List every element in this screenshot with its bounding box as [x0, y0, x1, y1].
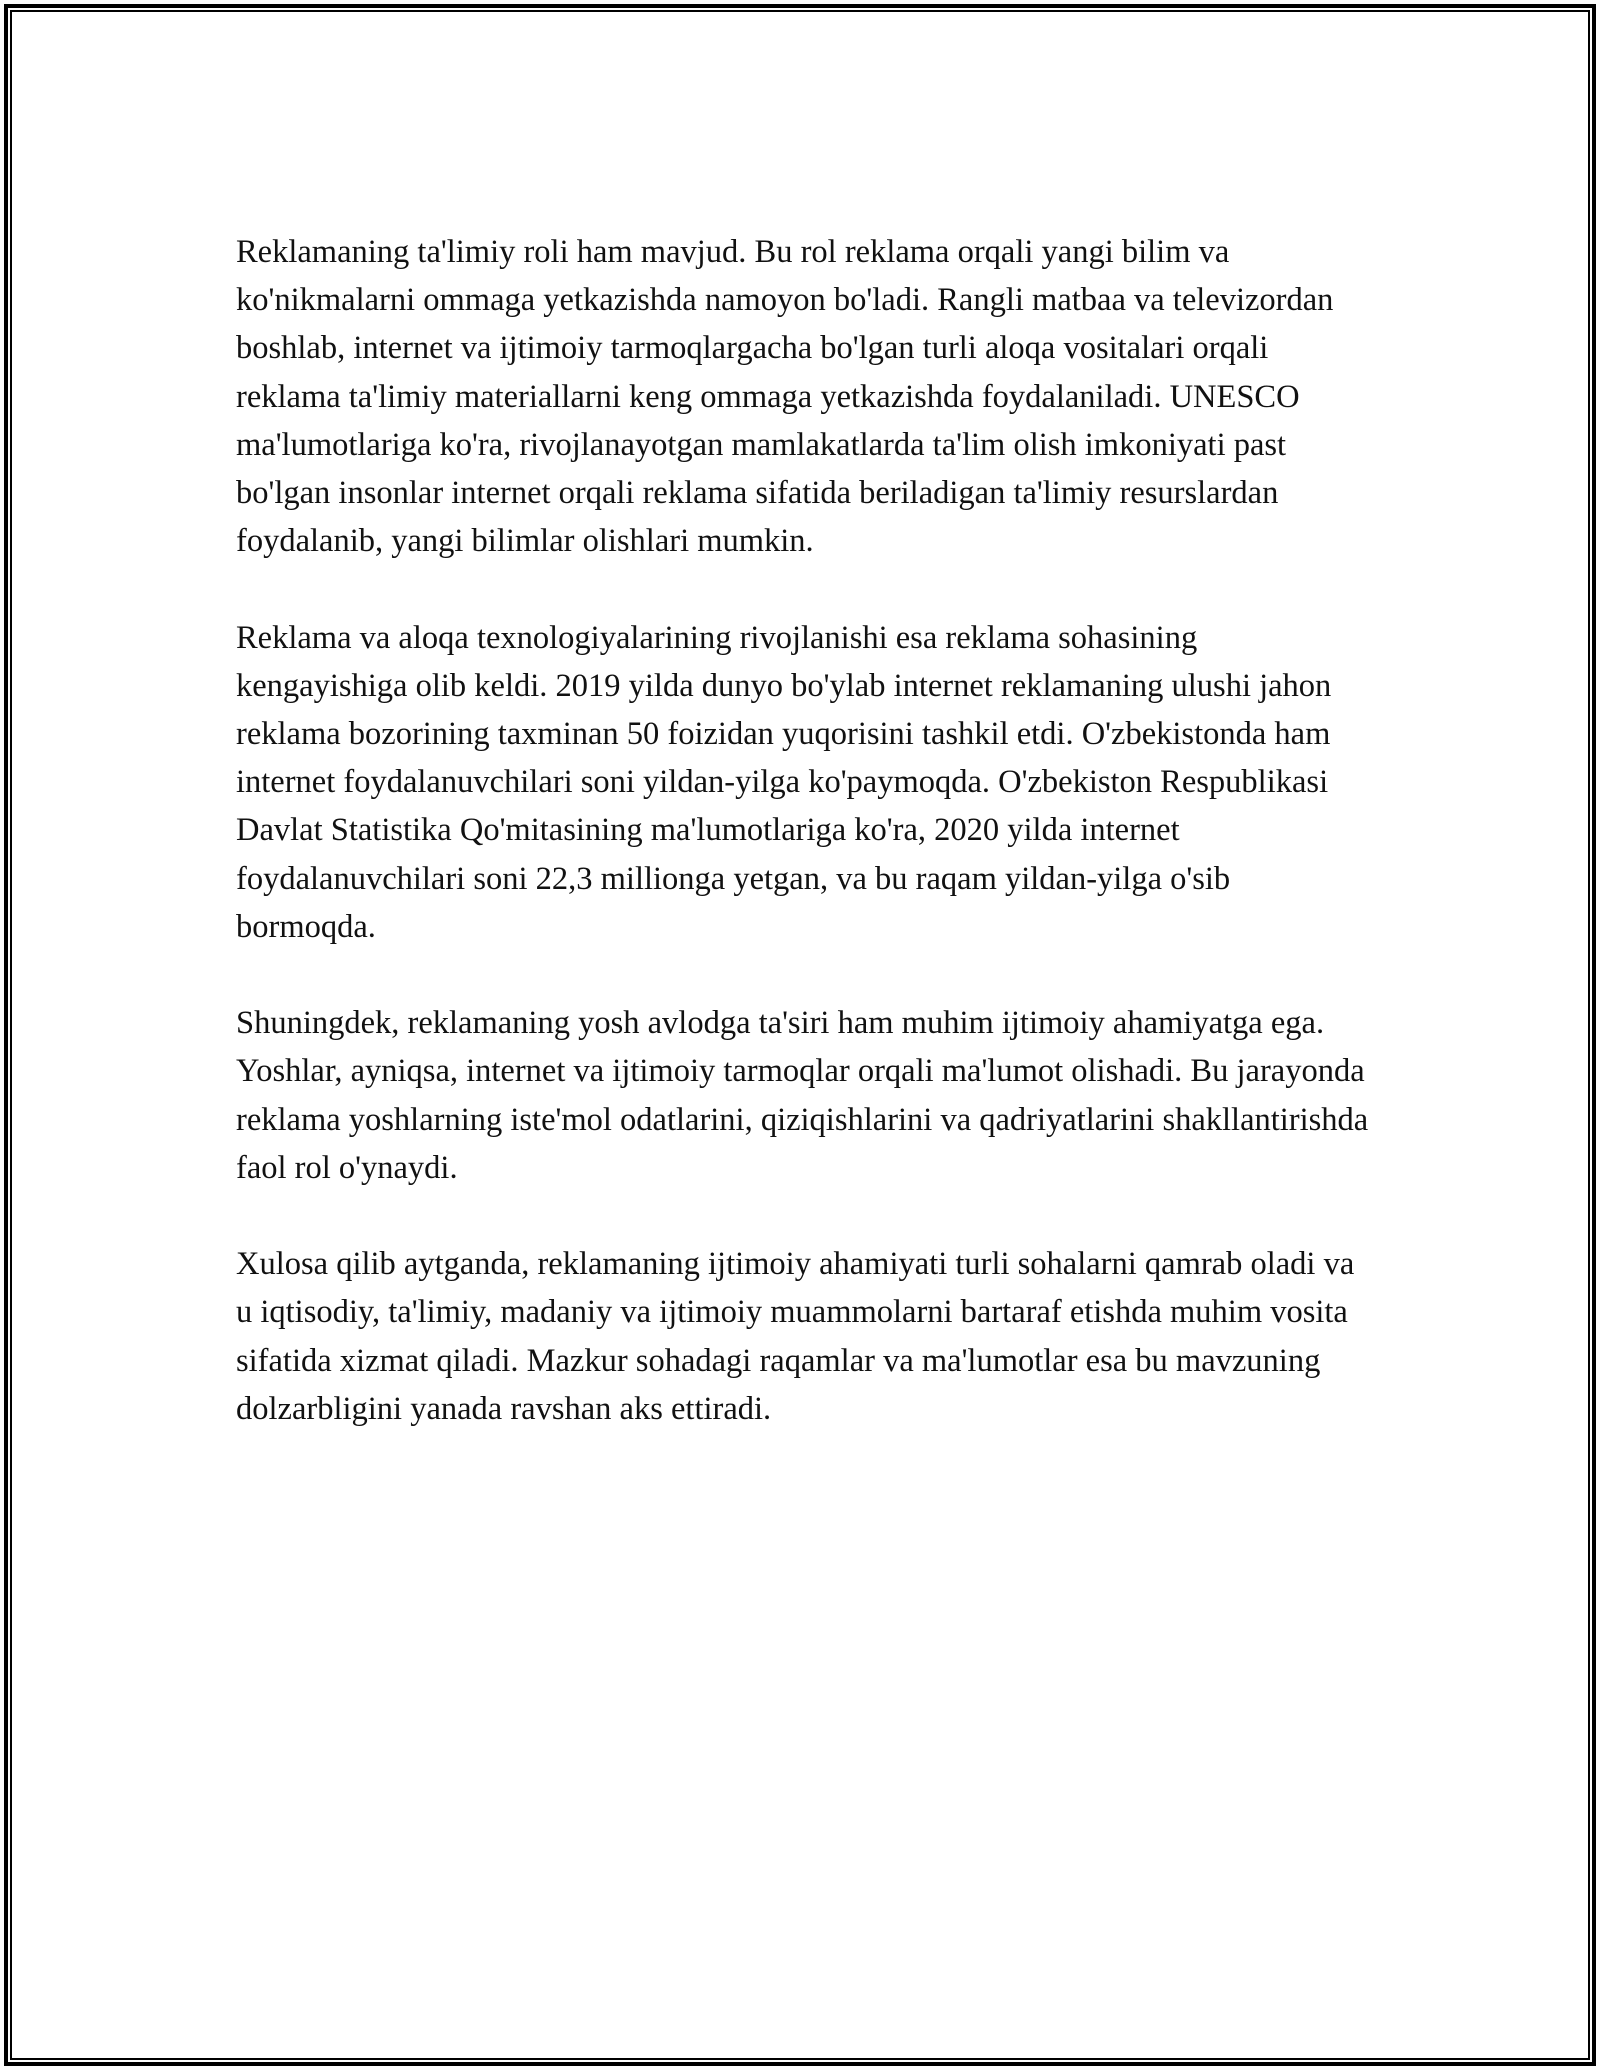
paragraph-technology-growth: Reklama va aloqa texnologiyalarining rivojlanishi esa reklama sohasining kengayishiga olib keldi. 2019 yilda dunyo bo'ylab internet reklamaning ulushi jahon reklama bozorining taxminan 50 foizidan yuqorisini tashkil etdi. O'zbekistonda ham internet foydalanuvchilari soni yildan-yilga ko'paymoqda. O'zbekiston Respublikasi Davlat Statistika Qo'mitasining ma'lumotlariga ko'ra, 2020 yilda internet foydalanuvchilari soni 22,3 millionga yetgan, va bu raqam yildan-yilga o'sib bormoqda. — [236, 619, 1332, 945]
document-body — [236, 228, 1376, 1481]
paragraph-youth-influence: Shuningdek, reklamaning yosh avlodga ta'siri ham muhim ijtimoiy ahamiyatga ega. Yoshlar, ayniqsa, internet va ijtimoiy tarmoqlar orqali ma'lumot olishadi. Bu jarayonda reklama yoshlarning iste'mol odatlarini, qiziqishlarini va qadriyatlarini shakllantirishda faol rol o'ynaydi. — [236, 1005, 1369, 1186]
paragraph-conclusion: Xulosa qilib aytganda, reklamaning ijtimoiy ahamiyati turli sohalarni qamrab oladi va u iqtisodiy, ta'limiy, madaniy va ijtimoiy muammolarni bartaraf etishda muhim vosita sifatida xizmat qiladi. Mazkur sohadagi raqamlar va ma'lumotlar esa bu mavzuning dolzarbligini yanada ravshan aks ettiradi. — [236, 1246, 1355, 1427]
paragraph-educational-role: Reklamaning ta'limiy roli ham mavjud. Bu rol reklama orqali yangi bilim va ko'nikmalarni ommaga yetkazishda namoyon bo'ladi. Rangli matbaa va televizordan boshlab, internet va ijtimoiy tarmoqlargacha bo'lgan turli aloqa vositalari orqali reklama ta'limiy materiallarni keng ommaga yetkazishda foydalaniladi. UNESCO ma'lumotlariga ko'ra, rivojlanayotgan mamlakatlarda ta'lim olish imkoniyati past bo'lgan insonlar internet orqali reklama sifatida beriladigan ta'limiy resurslardan foydalanib, yangi bilimlar olishlari mumkin. — [236, 234, 1334, 560]
